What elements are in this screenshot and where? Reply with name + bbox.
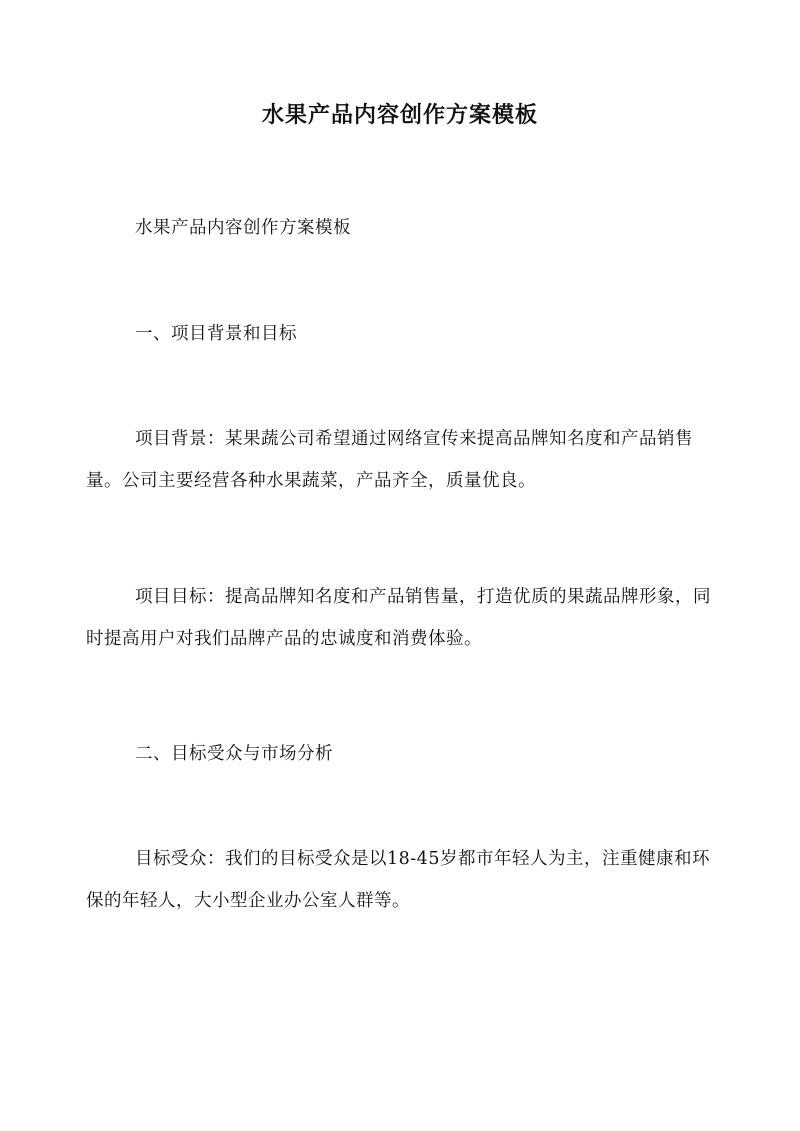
target-audience-paragraph: 目标受众：我们的目标受众是以18-45岁都市年轻人为主，注重健康和环保的年轻人，大小型企业办公室人群等。 — [86, 849, 710, 911]
document-title: 水果产品内容创作方案模板 — [261, 102, 538, 128]
section-2-heading: 二、目标受众与市场分析 — [135, 744, 333, 764]
section-1-heading: 一、项目背景和目标 — [135, 324, 297, 344]
project-background-paragraph: 项目背景：某果蔬公司希望通过网络宣传来提高品牌知名度和产品销售量。公司主要经营各种水果蔬菜，产品齐全，质量优良。 — [86, 429, 693, 491]
project-goal-paragraph: 项目目标：提高品牌知名度和产品销售量，打造优质的果蔬品牌形象，同时提高用户对我们品牌产品的忠诚度和消费体验。 — [86, 587, 711, 649]
document-subtitle: 水果产品内容创作方案模板 — [135, 218, 351, 238]
